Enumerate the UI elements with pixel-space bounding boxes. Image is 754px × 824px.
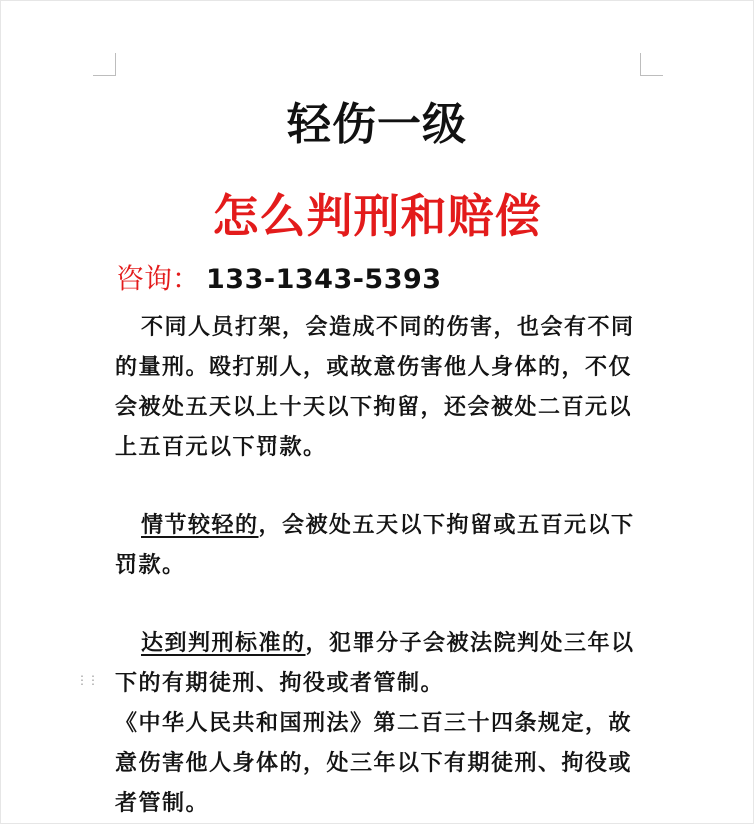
blank-line <box>115 586 645 624</box>
blank-line <box>115 468 645 506</box>
consult-phone: 133-1343-5393 <box>206 264 442 295</box>
paragraph-3: 达到判刑标准的，犯罪分子会被法院判处三年以下的有期徒刑、拘役或者管制。 <box>115 631 635 696</box>
document-subtitle: 怎么判刑和赔偿 <box>212 189 542 243</box>
paragraph-4: 《中华人民共和国刑法》第二百三十四条规定，故意伤害他人身体的，处三年以下有期徒刑、拘役或者管制。 <box>115 711 633 816</box>
underlined-phrase: 达到判刑标准的 <box>141 631 306 656</box>
paragraph-1: 不同人员打架，会造成不同的伤害，也会有不同的量刑。殴打别人，或故意伤害他人身体的，不仅会被处五天以上十天以下拘留，还会被处二百元以上五百元以下罚款。 <box>115 315 635 460</box>
consult-label: 咨询： <box>116 262 201 295</box>
document-title: 轻伤一级 <box>287 99 467 150</box>
consult-line <box>116 257 442 297</box>
drag-handle-icon[interactable]: ⋮⋮ <box>76 673 98 687</box>
document-body <box>115 308 645 824</box>
underlined-phrase: 情节较轻的 <box>141 513 259 538</box>
margin-corner-top-right <box>640 53 663 76</box>
margin-corner-top-left <box>93 53 116 76</box>
paragraph-2: 情节较轻的，会被处五天以下拘留或五百元以下罚款。 <box>115 513 635 578</box>
